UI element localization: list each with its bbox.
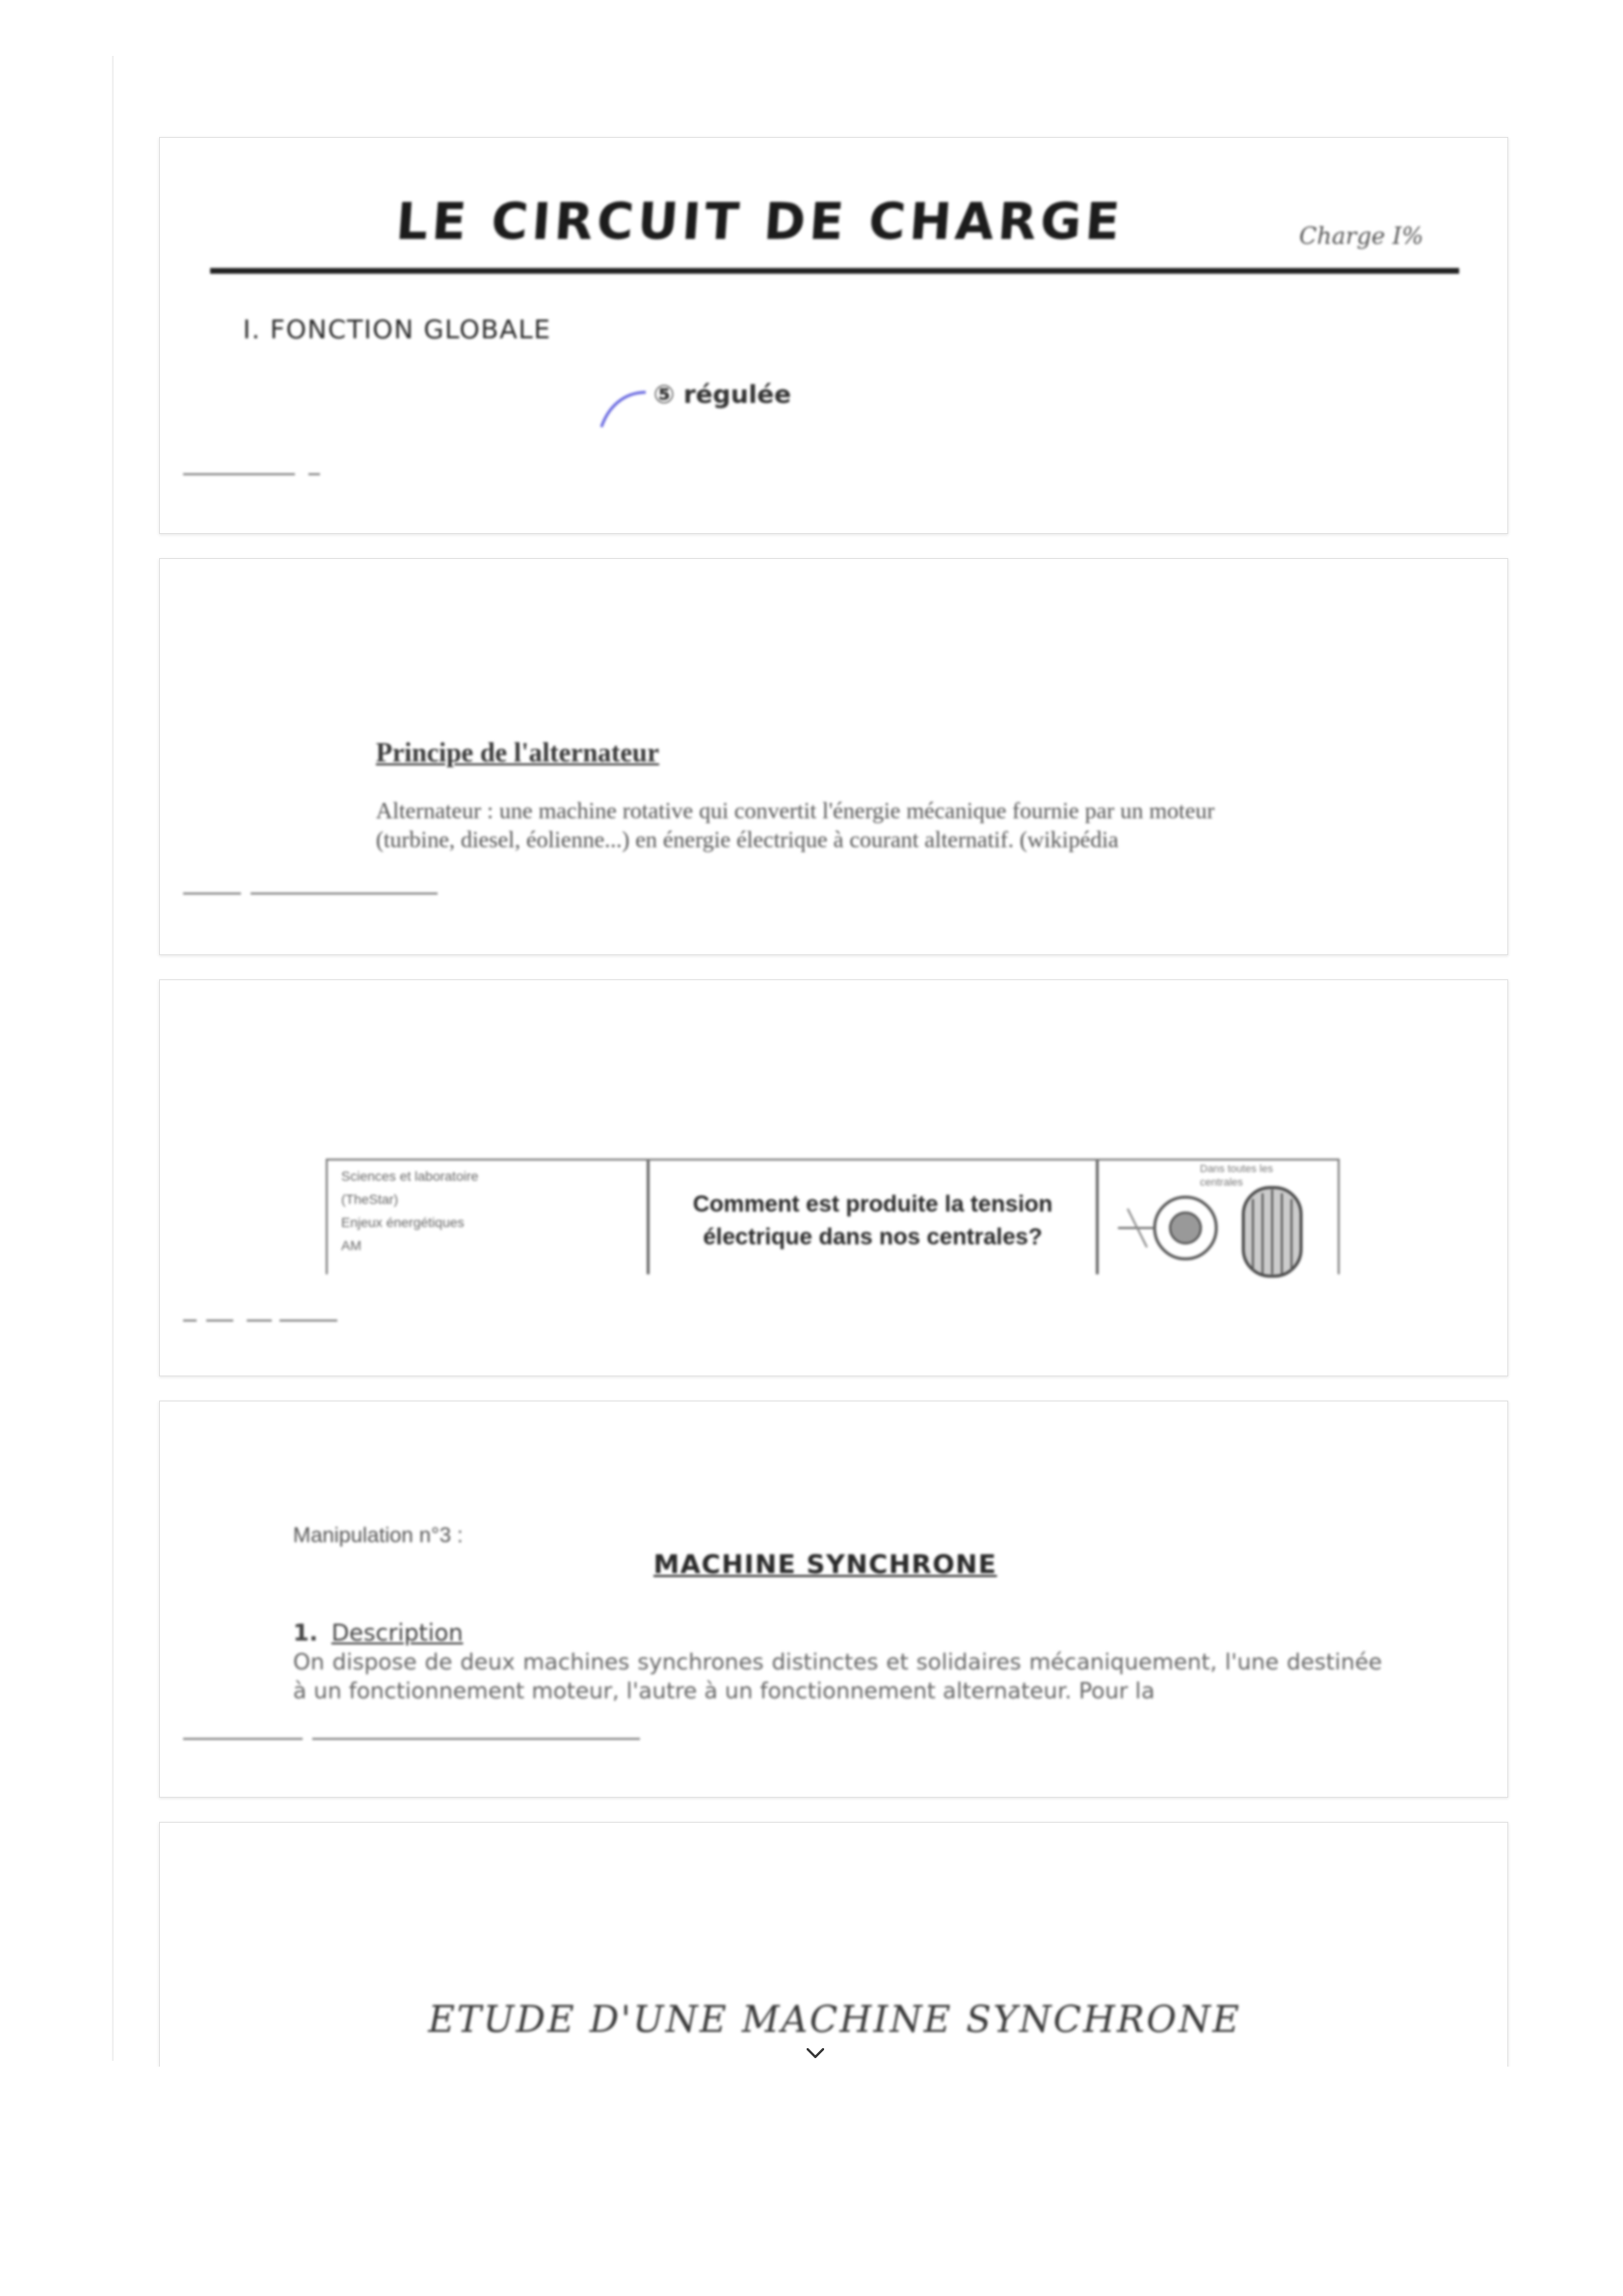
generator-illustration-icon [1108, 1170, 1340, 1276]
left-rail [112, 56, 114, 2061]
page-3-thumb-caption: Dans toutes les centrales [1200, 1163, 1273, 1188]
table-left-line: AM [341, 1238, 361, 1253]
page-4-body: On dispose de deux machines synchrones distinctes et solidaires mécaniquement, l'une destinée à un fonctionnement moteur, l'autre à un fonctionnement alternateur. Pour la [293, 1650, 1382, 1704]
page-4-label: Manipulation n°3 : [293, 1523, 464, 1547]
table-left-line: Sciences et laboratoire [341, 1168, 479, 1184]
page-2-heading: Principe de l'alternateur [376, 738, 659, 768]
page-thumbnail-4[interactable] [159, 1401, 1508, 1798]
chevron-down-icon[interactable] [804, 2042, 827, 2065]
page-3-table-image [1099, 1161, 1338, 1274]
page-4-sub-number: 1. [293, 1619, 318, 1646]
curve-arrow-icon [596, 387, 653, 435]
page-5-title: ETUDE D'UNE MACHINE SYNCHRONE [428, 1998, 1241, 2041]
page-1-tag: Charge I% [1299, 223, 1424, 250]
page-4-subheading [293, 1619, 464, 1646]
page-1-section: I. FONCTION GLOBALE [243, 315, 551, 345]
page-1-rule [210, 268, 1459, 274]
page-3-header-table [326, 1159, 1340, 1274]
page-1-note: ⑤ régulée [653, 381, 791, 410]
page-4-sub-text: Description [331, 1619, 464, 1646]
bottom-fade [0, 2067, 1623, 2296]
page-2-body: Alternateur : une machine rotative qui convertit l'énergie mécanique fournie par un moteur (turbine, diesel, éolienne...) en énergie électrique à courant alternatif. (wikipédia [376, 799, 1215, 853]
table-left-line: Enjeux énergétiques [341, 1215, 465, 1230]
page-thumbnail-3[interactable] [159, 979, 1508, 1376]
page-4-heading: MACHINE SYNCHRONE [653, 1550, 998, 1580]
page-3-question: Comment est produite la tension électrique dans nos centrales? [650, 1161, 1099, 1274]
page-3-table-left [328, 1161, 650, 1274]
table-left-line: (TheStar) [341, 1191, 399, 1207]
page-thumbnail-1[interactable] [159, 137, 1508, 534]
page-thumbnail-2[interactable] [159, 558, 1508, 955]
page-1-title: LE CIRCUIT DE CHARGE [393, 194, 1126, 252]
page-thumbnail-5[interactable] [159, 1822, 1508, 2072]
